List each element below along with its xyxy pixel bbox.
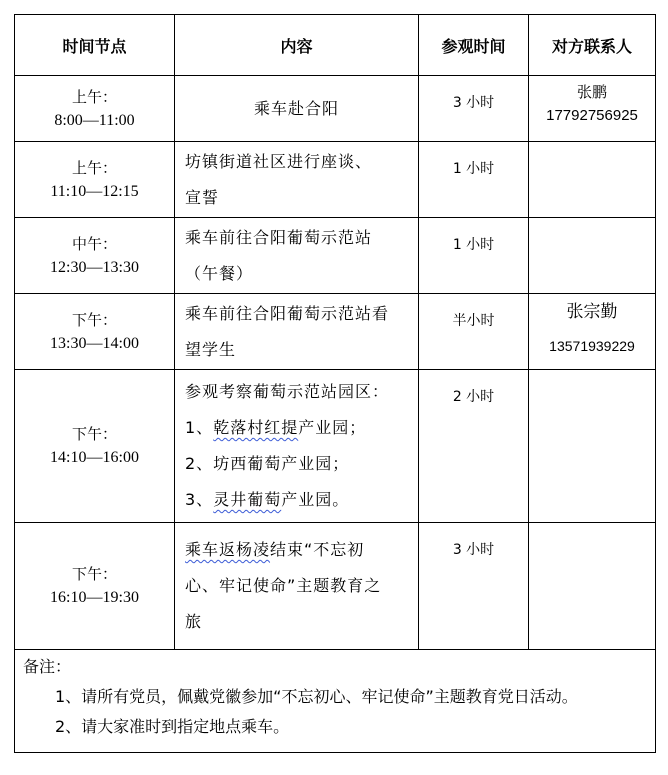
content-line: 望学生 (185, 339, 237, 359)
content-cell (175, 523, 419, 650)
contact-name: 张宗勤 (566, 302, 618, 322)
contact-name: 张鹏 (576, 83, 607, 101)
content-line: 乘车前往合阳葡萄示范站 (185, 227, 373, 247)
contact-cell (529, 370, 656, 523)
duration-cell: 3 小时 (419, 76, 529, 142)
content-item: 2、坊西葡萄产业园； (185, 454, 350, 473)
schedule-table (14, 14, 656, 753)
content-line: 坊镇街道社区进行座谈、 (185, 151, 373, 171)
table-row (15, 370, 656, 523)
table-row (15, 523, 656, 650)
time-cell (15, 218, 175, 294)
notes-title: 备注： (23, 657, 72, 676)
duration-cell: 半小时 (419, 294, 529, 370)
contact-cell (529, 294, 656, 370)
content-item: 1、乾落村红提产业园； (185, 418, 367, 437)
duration-cell: 2 小时 (419, 370, 529, 523)
content-item: 3、灵井葡萄产业园。 (185, 490, 350, 509)
notes-row (15, 650, 656, 753)
table-row (15, 294, 656, 370)
time-cell (15, 76, 175, 142)
contact-cell (529, 523, 656, 650)
time-label: 下午： (71, 425, 117, 443)
time-range: 12:30—13:30 (50, 258, 139, 276)
duration-cell: 3 小时 (419, 523, 529, 650)
header-contact: 对方联系人 (529, 15, 656, 76)
marked-text: 灵井葡萄 (213, 490, 282, 509)
content-cell (175, 142, 419, 218)
time-range: 11:10—12:15 (50, 182, 139, 200)
table-row (15, 142, 656, 218)
time-label: 下午： (71, 310, 117, 329)
time-label: 下午： (71, 565, 117, 583)
content-line: （午餐） (185, 263, 254, 283)
duration-cell: 1 小时 (419, 142, 529, 218)
time-cell (15, 370, 175, 523)
content-cell (175, 294, 419, 370)
content-line: 乘车前往合阳葡萄示范站看 (185, 303, 390, 323)
table-row (15, 76, 656, 142)
time-cell (15, 523, 175, 650)
time-range: 8:00—11:00 (54, 111, 135, 129)
header-row (15, 15, 656, 76)
content-title: 参观考察葡萄示范站园区： (185, 382, 390, 401)
time-range: 14:10—16:00 (50, 449, 139, 466)
notes-cell (15, 650, 656, 753)
content-line: 宣誓 (185, 187, 220, 207)
duration-cell: 1 小时 (419, 218, 529, 294)
time-cell (15, 294, 175, 370)
content-line: 乘车返杨凌结束“不忘初 (185, 540, 365, 559)
time-label: 上午： (71, 158, 117, 177)
content-cell (175, 370, 419, 523)
content-line: 旅 (185, 612, 203, 631)
header-time: 时间节点 (15, 15, 175, 76)
content-line: 乘车赴合阳 (253, 98, 339, 118)
time-range: 16:10—19:30 (50, 589, 139, 606)
content-line: 心、牢记使命”主题教育之 (185, 576, 382, 595)
contact-cell (529, 76, 656, 142)
time-label: 上午： (71, 87, 117, 106)
time-label: 中午： (71, 234, 117, 253)
note-item: 1、请所有党员，佩戴党徽参加“不忘初心、牢记使命”主题教育党日活动。 (55, 687, 578, 706)
content-cell (175, 218, 419, 294)
contact-phone: 17792756925 (546, 107, 638, 124)
time-range: 13:30—14:00 (50, 334, 139, 352)
table-row (15, 218, 656, 294)
marked-text: 乾落村红提 (213, 418, 299, 437)
note-item: 2、请大家准时到指定地点乘车。 (55, 717, 290, 736)
contact-cell (529, 142, 656, 218)
contact-cell (529, 218, 656, 294)
content-cell (175, 76, 419, 142)
header-duration: 参观时间 (419, 15, 529, 76)
contact-phone: 13571939229 (549, 338, 635, 354)
header-content: 内容 (175, 15, 419, 76)
marked-text: 乘车返杨凌 (185, 540, 271, 559)
time-cell (15, 142, 175, 218)
